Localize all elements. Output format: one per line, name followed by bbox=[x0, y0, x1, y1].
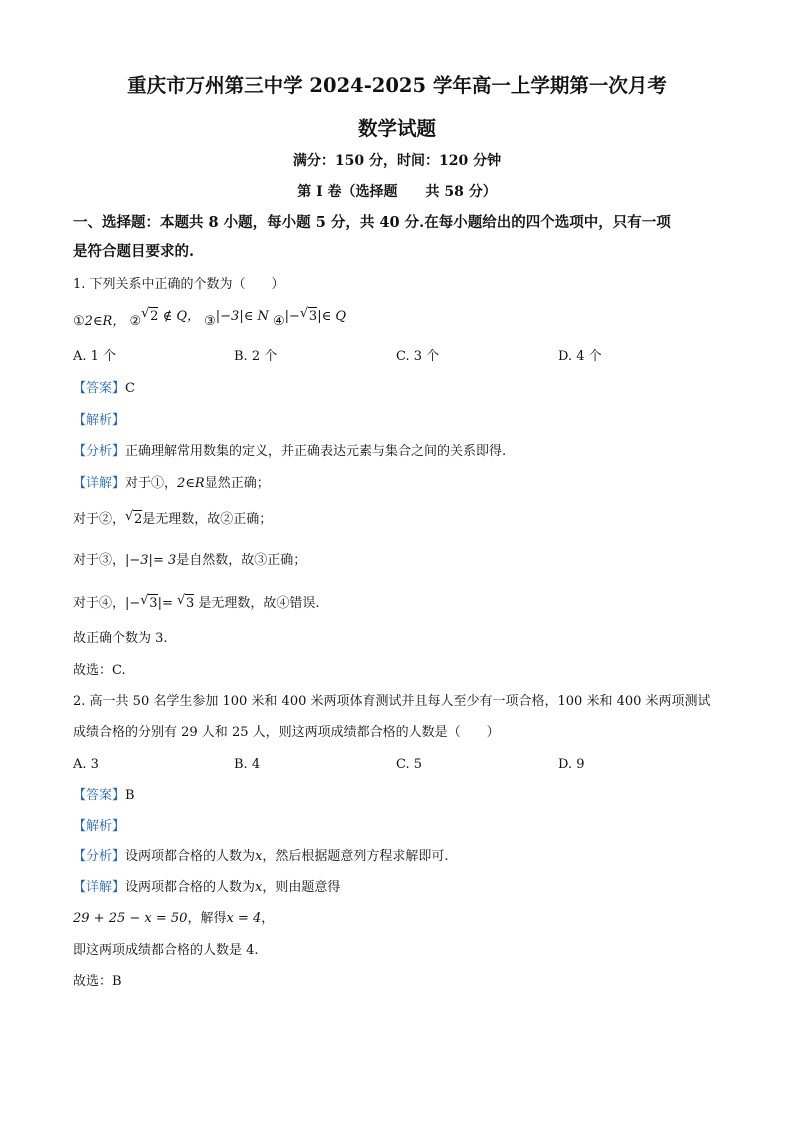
q2-detail1-var: x bbox=[255, 880, 263, 895]
q1-conclusion: 故正确个数为 3. bbox=[73, 631, 168, 646]
q1-detail3 bbox=[73, 552, 306, 570]
q2-fenxi-post: ，然后根据题意列方程求解即可. bbox=[262, 849, 449, 864]
q2-stem-line1: 2. 高一共 50 名学生参加 100 米和 400 米两项体育测试并且每人至少有一项合格，100 米和 400 米两项测试 bbox=[73, 694, 711, 709]
q1-option-c: C. 3 个 bbox=[396, 349, 440, 364]
q1-item2-radicand: 2 bbox=[150, 309, 159, 324]
q1-detail4 bbox=[73, 594, 320, 613]
q2-option-d: D. 9 bbox=[558, 757, 585, 772]
q2-detail-tag: 【详解】 bbox=[73, 880, 126, 895]
q2-choose: 故选：B bbox=[73, 974, 122, 989]
q1-item2-mark: ② bbox=[129, 314, 142, 329]
q2-solve-post: ， bbox=[261, 911, 275, 926]
q2-fenxi-tag: 【分析】 bbox=[73, 849, 126, 864]
q2-equation: 29 + 25 − x = 50 bbox=[73, 911, 188, 926]
q1-item2-sqrt bbox=[141, 307, 158, 326]
q1-stem: 1. 下列关系中正确的个数为（ ） bbox=[73, 277, 285, 292]
q2-conclusion: 即这两项成绩都合格的人数是 4. bbox=[73, 943, 259, 958]
q2-solution: x = 4 bbox=[226, 911, 262, 926]
q1-detail2-post: 是无理数，故②正确； bbox=[142, 512, 273, 527]
q1-detail3-expr: |−3|= 3 bbox=[125, 553, 177, 568]
q1-detail2-radicand: 2 bbox=[134, 512, 143, 527]
q2-fenxi bbox=[73, 848, 449, 866]
q1-item4-post: |∈ Q bbox=[317, 309, 346, 324]
q1-fenxi-tag: 【分析】 bbox=[73, 444, 126, 459]
q1-option-d: D. 4 个 bbox=[558, 349, 602, 364]
q1-detail1-pre: 对于①， bbox=[125, 476, 178, 491]
q2-stem-line2: 成绩合格的分别有 29 人和 25 人，则这两项成绩都合格的人数是（ ） bbox=[73, 725, 500, 740]
q1-detail4-post: 是无理数，故④错误. bbox=[198, 596, 320, 611]
q1-detail4-a: |− bbox=[125, 596, 141, 611]
exam-subtitle: 数学试题 bbox=[357, 117, 436, 140]
q1-analysis-tag: 【解析】 bbox=[73, 413, 126, 428]
q1-item4-radicand: 3 bbox=[308, 309, 318, 324]
section-heading-line2: 是符合题目要求的. bbox=[73, 243, 195, 260]
q2-analysis bbox=[73, 818, 125, 836]
q1-detail4-radicand1: 3 bbox=[149, 596, 158, 611]
q1-detail3-pre: 对于③， bbox=[73, 553, 126, 568]
q1-answer-value: C bbox=[125, 381, 135, 396]
q1-item3-mark: ③ bbox=[204, 314, 216, 329]
q1-item3-expr: |−3|∈ N bbox=[215, 309, 269, 324]
q2-solve-pre: ，解得 bbox=[187, 911, 227, 926]
q2-option-a: A. 3 bbox=[73, 757, 99, 772]
section-heading-line1: 一、选择题：本题共 8 小题，每小题 5 分，共 40 分.在每小题给出的四个选项中，只有一项 bbox=[73, 214, 671, 231]
q2-fenxi-pre: 设两项都合格的人数为 bbox=[125, 849, 256, 864]
q1-option-a: A. 1 个 bbox=[73, 349, 117, 364]
q1-answer-tag: 【答案】 bbox=[73, 381, 126, 396]
q1-detail4-pre: 对于④， bbox=[73, 596, 126, 611]
q1-detail3-post: 是自然数，故③正确； bbox=[176, 553, 307, 568]
q1-choose: 故选：C. bbox=[73, 663, 126, 678]
q2-fenxi-var: x bbox=[255, 849, 263, 864]
q1-analysis bbox=[73, 412, 125, 430]
q1-items bbox=[73, 309, 346, 331]
q1-item1-expr: 2∈R， bbox=[84, 314, 126, 329]
q1-detail2 bbox=[73, 510, 272, 529]
q1-option-b: B. 2 个 bbox=[234, 349, 278, 364]
q1-fenxi bbox=[73, 443, 506, 461]
q2-answer-tag: 【答案】 bbox=[73, 788, 126, 803]
exam-info: 满分：150 分，时间：120 分钟 bbox=[292, 153, 502, 169]
q1-answer bbox=[73, 380, 135, 398]
q2-equation-line bbox=[73, 910, 274, 928]
q1-detail4-b: |= bbox=[157, 596, 173, 611]
q2-answer-value: B bbox=[125, 788, 135, 803]
q2-option-b: B. 4 bbox=[234, 757, 261, 772]
q2-detail1-post: ，则由题意得 bbox=[262, 880, 341, 895]
q1-detail4-sqrt1 bbox=[140, 594, 157, 613]
q1-item1-mark: ① bbox=[73, 314, 85, 329]
q1-fenxi-text: 正确理解常用数集的定义，并正确表达元素与集合之间的关系即得. bbox=[125, 444, 507, 459]
q2-answer bbox=[73, 787, 135, 805]
q1-item4-pre: |− bbox=[284, 309, 300, 324]
q2-analysis-tag: 【解析】 bbox=[73, 819, 126, 834]
part-heading: 第 I 卷（选择题 共 58 分） bbox=[297, 184, 497, 200]
q1-detail1-post: 显然正确； bbox=[204, 476, 270, 491]
q1-detail1-expr: 2∈R bbox=[177, 476, 205, 491]
q1-item4-sqrt bbox=[300, 307, 317, 326]
q1-item2-rel: ∉ Q， bbox=[162, 309, 200, 324]
q1-detail2-pre: 对于②， bbox=[73, 512, 126, 527]
q1-detail4-sqrt2 bbox=[177, 594, 194, 613]
exam-title: 重庆市万州第三中学 2024-2025 学年高一上学期第一次月考 bbox=[127, 74, 667, 97]
q2-option-c: C. 5 bbox=[396, 757, 423, 772]
q1-item4-mark: ④ bbox=[272, 314, 285, 329]
q2-detail1-pre: 设两项都合格的人数为 bbox=[125, 880, 256, 895]
q1-detail1 bbox=[73, 475, 270, 493]
q1-detail-tag: 【详解】 bbox=[73, 476, 126, 491]
q2-detail1 bbox=[73, 879, 340, 897]
q1-detail2-sqrt bbox=[125, 510, 142, 529]
q1-detail4-radicand2: 3 bbox=[186, 596, 195, 611]
